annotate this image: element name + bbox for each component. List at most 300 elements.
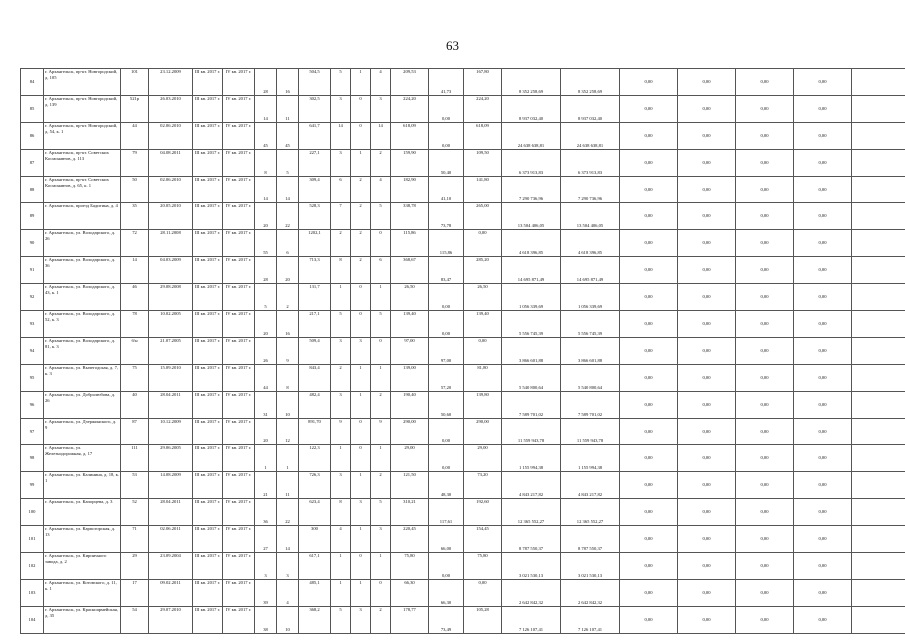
cell-cost-region: 0,00 — [620, 445, 678, 472]
cell-area-private: 0,00 — [429, 311, 464, 338]
cell-address: г. Архангельск, пр-кт. Новгородский, д. 105 — [44, 69, 121, 96]
cell-cost-other: 0,00 — [736, 257, 794, 284]
cell-building-area: 122,3 — [299, 445, 331, 472]
table-row — [21, 472, 905, 499]
cell-planned-start-quarter: III кв. 2017 г. — [193, 284, 223, 311]
cell-empty — [852, 203, 905, 230]
cell-building-area: 617,1 — [299, 553, 331, 580]
cell-rooms-municipal: 2 — [371, 149, 391, 176]
cell-document-date: 29.08.2008 — [149, 284, 193, 311]
cell-area-municipal: 192,60 — [464, 499, 502, 526]
table-row — [21, 203, 905, 230]
cell-cost-other: 0,00 — [736, 203, 794, 230]
cell-document-date: 04.03.2009 — [149, 257, 193, 284]
cell-cost-extra: 0,00 — [794, 203, 852, 230]
cell-row-number: 98 — [21, 445, 44, 472]
cell-rooms-municipal: 9 — [371, 418, 391, 445]
cell-relocated-count: 3 — [277, 553, 299, 580]
cell-cost-extra: 0,00 — [794, 579, 852, 606]
cell-empty — [852, 176, 905, 203]
cell-cost-total: 6 373 913,83 — [502, 149, 561, 176]
cell-cost-extra: 0,00 — [794, 176, 852, 203]
cell-cost-city: 0,00 — [678, 579, 736, 606]
cell-area-municipal: 29,00 — [464, 445, 502, 472]
cell-area-private: 41,10 — [429, 176, 464, 203]
cell-row-number: 95 — [21, 364, 44, 391]
cell-planned-start-quarter: III кв. 2017 г. — [193, 311, 223, 338]
cell-residents-count: 39 — [255, 579, 277, 606]
cell-area-municipal: 265,00 — [464, 203, 502, 230]
cell-area-private: 57,20 — [429, 364, 464, 391]
cell-cost-region: 0,00 — [620, 69, 678, 96]
cell-cost-extra: 0,00 — [794, 364, 852, 391]
cell-area-municipal: 139,80 — [464, 391, 502, 418]
cell-cost-region: 0,00 — [620, 230, 678, 257]
cell-cost-total: 13 504 406,05 — [502, 203, 561, 230]
cell-cost-fund: 11 559 943,78 — [561, 418, 620, 445]
cell-planned-start-quarter: III кв. 2017 г. — [193, 337, 223, 364]
cell-rooms-municipal: 4 — [371, 176, 391, 203]
cell-residents-count: 20 — [255, 418, 277, 445]
cell-building-area: 309,4 — [299, 176, 331, 203]
cell-cost-city: 0,00 — [678, 337, 736, 364]
cell-planned-start-quarter: III кв. 2017 г. — [193, 606, 223, 633]
cell-document-number: 52 — [121, 499, 149, 526]
table-row — [21, 284, 905, 311]
cell-planned-start-quarter: III кв. 2017 г. — [193, 149, 223, 176]
cell-area-municipal: 0,00 — [464, 337, 502, 364]
cell-cost-region: 0,00 — [620, 364, 678, 391]
cell-residents-count: 27 — [255, 526, 277, 553]
cell-rooms-private: 2 — [351, 176, 371, 203]
cell-cost-city: 0,00 — [678, 95, 736, 122]
cell-relocated-count: 6 — [277, 230, 299, 257]
cell-area-municipal: 224,20 — [464, 95, 502, 122]
cell-residents-count: 8 — [255, 149, 277, 176]
cell-rooms-total: 1 — [331, 553, 351, 580]
cell-residents-count: 36 — [255, 499, 277, 526]
cell-row-number: 102 — [21, 553, 44, 580]
cell-planned-start-quarter: III кв. 2017 г. — [193, 553, 223, 580]
cell-residents-count: 38 — [255, 606, 277, 633]
cell-document-date: 23.09.2004 — [149, 553, 193, 580]
cell-cost-total: 4 618 396,85 — [502, 230, 561, 257]
cell-area-municipal: 75,80 — [464, 553, 502, 580]
cell-rooms-total: 5 — [331, 69, 351, 96]
cell-cost-extra: 0,00 — [794, 230, 852, 257]
cell-relocated-count: 14 — [277, 526, 299, 553]
cell-area-municipal: 141,80 — [464, 176, 502, 203]
cell-document-date: 15.09.2010 — [149, 364, 193, 391]
cell-residents-count: 28 — [255, 257, 277, 284]
cell-building-area: 485,1 — [299, 579, 331, 606]
cell-rooms-private: 1 — [351, 579, 371, 606]
cell-rooms-municipal: 2 — [371, 391, 391, 418]
cell-rooms-private: 0 — [351, 553, 371, 580]
cell-document-number: 111 — [121, 445, 149, 472]
cell-building-area: 528,3 — [299, 203, 331, 230]
cell-planned-end-quarter: IV кв. 2017 г. — [223, 311, 255, 338]
cell-area-total: 368,67 — [391, 257, 429, 284]
cell-cost-city: 0,00 — [678, 606, 736, 633]
cell-document-date: 20.05.2010 — [149, 203, 193, 230]
cell-document-date: 21.07.2005 — [149, 337, 193, 364]
cell-rooms-total: 2 — [331, 364, 351, 391]
cell-relocated-count: 8 — [277, 364, 299, 391]
cell-address: г. Архангельск, ул. Кирпичного завода, д. 2 — [44, 553, 121, 580]
cell-residents-count: 20 — [255, 203, 277, 230]
cell-cost-other: 0,00 — [736, 176, 794, 203]
cell-area-private: 66,30 — [429, 579, 464, 606]
cell-planned-start-quarter: III кв. 2017 г. — [193, 230, 223, 257]
cell-document-date: 28.11.2008 — [149, 230, 193, 257]
cell-cost-region: 0,00 — [620, 203, 678, 230]
cell-building-area: 1202,1 — [299, 230, 331, 257]
cell-cost-total: 8 352 258,69 — [502, 69, 561, 96]
cell-rooms-total: 1 — [331, 445, 351, 472]
cell-cost-region: 0,00 — [620, 311, 678, 338]
cell-rooms-total: 8 — [331, 257, 351, 284]
table-row — [21, 526, 905, 553]
cell-planned-end-quarter: IV кв. 2017 г. — [223, 284, 255, 311]
cell-planned-start-quarter: III кв. 2017 г. — [193, 95, 223, 122]
cell-residents-count: 14 — [255, 95, 277, 122]
cell-rooms-total: 8 — [331, 499, 351, 526]
cell-rooms-municipal: 1 — [371, 553, 391, 580]
cell-rooms-municipal: 0 — [371, 230, 391, 257]
cell-planned-start-quarter: III кв. 2017 г. — [193, 472, 223, 499]
cell-cost-city: 0,00 — [678, 122, 736, 149]
cell-building-area: 227,1 — [299, 149, 331, 176]
cell-empty — [852, 553, 905, 580]
cell-area-private: 97,00 — [429, 337, 464, 364]
cell-area-private: 73,78 — [429, 203, 464, 230]
cell-residents-count: 14 — [255, 176, 277, 203]
cell-area-private: 0,00 — [429, 284, 464, 311]
cell-cost-city: 0,00 — [678, 203, 736, 230]
cell-cost-total: 11 559 943,78 — [502, 418, 561, 445]
cell-cost-city: 0,00 — [678, 364, 736, 391]
cell-planned-start-quarter: III кв. 2017 г. — [193, 203, 223, 230]
cell-address: г. Архангельск, ул. Володарского, д. 52, к. 3 — [44, 311, 121, 338]
cell-empty — [852, 391, 905, 418]
cell-row-number: 88 — [21, 176, 44, 203]
cell-cost-fund: 12 365 552,27 — [561, 499, 620, 526]
cell-cost-extra: 0,00 — [794, 122, 852, 149]
cell-row-number: 86 — [21, 122, 44, 149]
cell-relocated-count: 16 — [277, 311, 299, 338]
cell-cost-city: 0,00 — [678, 472, 736, 499]
cell-row-number: 93 — [21, 311, 44, 338]
cell-rooms-private: 2 — [351, 257, 371, 284]
table-row — [21, 95, 905, 122]
cell-document-date: 26.03.2010 — [149, 95, 193, 122]
cell-residents-count: 31 — [255, 391, 277, 418]
cell-rooms-private: 2 — [351, 203, 371, 230]
cell-cost-other: 0,00 — [736, 472, 794, 499]
cell-area-total: 209,53 — [391, 69, 429, 96]
table-row — [21, 579, 905, 606]
table-row — [21, 176, 905, 203]
cell-document-number: 40 — [121, 391, 149, 418]
cell-relocated-count: 10 — [277, 606, 299, 633]
cell-cost-total: 4 843 217,82 — [502, 472, 561, 499]
cell-rooms-private: 0 — [351, 445, 371, 472]
cell-row-number: 101 — [21, 526, 44, 553]
table-row — [21, 445, 905, 472]
cell-document-date: 04.08.2011 — [149, 149, 193, 176]
cell-building-area: 504,5 — [299, 69, 331, 96]
cell-empty — [852, 445, 905, 472]
cell-rooms-municipal: 3 — [371, 526, 391, 553]
cell-planned-end-quarter: IV кв. 2017 г. — [223, 95, 255, 122]
cell-address: г. Архангельск, ул. Железнодорожная, д. 17 — [44, 445, 121, 472]
cell-row-number: 89 — [21, 203, 44, 230]
cell-document-date: 10.12.2009 — [149, 418, 193, 445]
cell-cost-extra: 0,00 — [794, 445, 852, 472]
cell-area-total: 290,00 — [391, 418, 429, 445]
cell-cost-fund: 6 373 913,83 — [561, 149, 620, 176]
cell-cost-extra: 0,00 — [794, 284, 852, 311]
cell-rooms-total: 2 — [331, 230, 351, 257]
cell-empty — [852, 606, 905, 633]
cell-document-number: 101 — [121, 69, 149, 96]
cell-planned-end-quarter: IV кв. 2017 г. — [223, 337, 255, 364]
cell-cost-total: 8 787 550,37 — [502, 526, 561, 553]
cell-address: г. Архангельск, пр-кт. Новгородский, д. 139 — [44, 95, 121, 122]
cell-document-number: б/н — [121, 337, 149, 364]
cell-area-private: 48,30 — [429, 472, 464, 499]
cell-empty — [852, 257, 905, 284]
cell-area-total: 26,50 — [391, 284, 429, 311]
table-row — [21, 499, 905, 526]
cell-cost-fund: 5 540 800,64 — [561, 364, 620, 391]
cell-relocated-count: 9 — [277, 337, 299, 364]
cell-area-municipal: 105,28 — [464, 606, 502, 633]
cell-address: г. Архангельск, ул. Калинина, д. 18, к. 1 — [44, 472, 121, 499]
cell-relocated-count: 1 — [277, 445, 299, 472]
cell-area-total: 310,21 — [391, 499, 429, 526]
cell-rooms-municipal: 0 — [371, 579, 391, 606]
cell-planned-start-quarter: III кв. 2017 г. — [193, 526, 223, 553]
cell-area-total: 182,90 — [391, 176, 429, 203]
cell-cost-extra: 0,00 — [794, 257, 852, 284]
table-row — [21, 391, 905, 418]
cell-area-total: 159,90 — [391, 149, 429, 176]
cell-cost-other: 0,00 — [736, 553, 794, 580]
cell-rooms-municipal: 5 — [371, 499, 391, 526]
cell-area-private: 0,00 — [429, 95, 464, 122]
cell-cost-total: 14 695 871,49 — [502, 257, 561, 284]
cell-planned-start-quarter: III кв. 2017 г. — [193, 579, 223, 606]
cell-empty — [852, 418, 905, 445]
cell-row-number: 99 — [21, 472, 44, 499]
table-row — [21, 257, 905, 284]
cell-planned-start-quarter: III кв. 2017 г. — [193, 445, 223, 472]
cell-area-municipal: 618,09 — [464, 122, 502, 149]
cell-empty — [852, 526, 905, 553]
cell-address: г. Архангельск, ул. Красноармейская, д. 35 — [44, 606, 121, 633]
cell-planned-end-quarter: IV кв. 2017 г. — [223, 149, 255, 176]
cell-rooms-private: 0 — [351, 95, 371, 122]
cell-cost-other: 0,00 — [736, 95, 794, 122]
cell-rooms-total: 5 — [331, 606, 351, 633]
cell-cost-region: 0,00 — [620, 579, 678, 606]
resettlement-register-table — [20, 68, 905, 634]
cell-area-private: 41,73 — [429, 69, 464, 96]
cell-rooms-total: 3 — [331, 149, 351, 176]
cell-rooms-municipal: 2 — [371, 472, 391, 499]
cell-document-date: 29.07.2010 — [149, 606, 193, 633]
cell-address: г. Архангельск, ул. Володарского, д. 43, к. 1 — [44, 284, 121, 311]
cell-planned-end-quarter: IV кв. 2017 г. — [223, 122, 255, 149]
cell-address: г. Архангельск, ул. Котовского, д. 11, к. 1 — [44, 579, 121, 606]
cell-address: г. Архангельск, ул. Вычегодская, д. 7, к. 3 — [44, 364, 121, 391]
cell-address: г. Архангельск, ул. Дзержинского, д. 9 — [44, 418, 121, 445]
cell-rooms-total: 3 — [331, 472, 351, 499]
cell-building-area: 891,70 — [299, 418, 331, 445]
cell-residents-count: 26 — [255, 337, 277, 364]
cell-planned-end-quarter: IV кв. 2017 г. — [223, 176, 255, 203]
cell-document-number: 44 — [121, 122, 149, 149]
cell-rooms-total: 4 — [331, 526, 351, 553]
cell-building-area: 131,7 — [299, 284, 331, 311]
cell-empty — [852, 579, 905, 606]
cell-rooms-total: 7 — [331, 203, 351, 230]
cell-rooms-private: 1 — [351, 69, 371, 96]
cell-area-private: 0,00 — [429, 418, 464, 445]
cell-cost-other: 0,00 — [736, 445, 794, 472]
cell-rooms-total: 1 — [331, 579, 351, 606]
cell-cost-other: 0,00 — [736, 122, 794, 149]
cell-cost-total: 7 126 107,41 — [502, 606, 561, 633]
cell-rooms-total: 3 — [331, 391, 351, 418]
cell-area-total: 139,40 — [391, 311, 429, 338]
cell-rooms-total: 6 — [331, 176, 351, 203]
cell-address: г. Архангельск, проезд Бадигина, д. 4 — [44, 203, 121, 230]
table-row — [21, 606, 905, 633]
cell-cost-city: 0,00 — [678, 230, 736, 257]
cell-document-number: 87 — [121, 418, 149, 445]
page-number: 63 — [446, 38, 459, 53]
cell-cost-city: 0,00 — [678, 311, 736, 338]
table-row — [21, 553, 905, 580]
cell-area-private: 115,86 — [429, 230, 464, 257]
cell-cost-city: 0,00 — [678, 526, 736, 553]
cell-building-area: 302,5 — [299, 95, 331, 122]
cell-row-number: 92 — [21, 284, 44, 311]
table-row — [21, 418, 905, 445]
cell-relocated-count: 16 — [277, 69, 299, 96]
cell-rooms-total: 9 — [331, 418, 351, 445]
cell-area-total: 75,80 — [391, 553, 429, 580]
cell-cost-region: 0,00 — [620, 391, 678, 418]
cell-planned-start-quarter: III кв. 2017 г. — [193, 364, 223, 391]
cell-document-number: 78 — [121, 311, 149, 338]
cell-cost-extra: 0,00 — [794, 553, 852, 580]
cell-row-number: 96 — [21, 391, 44, 418]
table-row — [21, 149, 905, 176]
cell-cost-city: 0,00 — [678, 284, 736, 311]
cell-relocated-count: 2 — [277, 284, 299, 311]
cell-cost-extra: 0,00 — [794, 95, 852, 122]
cell-row-number: 97 — [21, 418, 44, 445]
cell-document-date: 09.02.2011 — [149, 579, 193, 606]
cell-empty — [852, 230, 905, 257]
cell-empty — [852, 499, 905, 526]
cell-area-municipal: 154,45 — [464, 526, 502, 553]
cell-cost-extra: 0,00 — [794, 606, 852, 633]
cell-cost-fund: 8 787 550,37 — [561, 526, 620, 553]
cell-residents-count: 28 — [255, 69, 277, 96]
cell-rooms-private: 0 — [351, 311, 371, 338]
cell-cost-fund: 4 618 396,85 — [561, 230, 620, 257]
cell-empty — [852, 311, 905, 338]
cell-planned-end-quarter: IV кв. 2017 г. — [223, 203, 255, 230]
cell-rooms-municipal: 3 — [371, 95, 391, 122]
cell-cost-fund: 7 589 701,02 — [561, 391, 620, 418]
cell-relocated-count: 12 — [277, 418, 299, 445]
cell-rooms-private: 0 — [351, 284, 371, 311]
cell-cost-total: 3 021 530,13 — [502, 553, 561, 580]
cell-cost-other: 0,00 — [736, 364, 794, 391]
cell-cost-city: 0,00 — [678, 499, 736, 526]
cell-rooms-municipal: 6 — [371, 257, 391, 284]
cell-rooms-private: 1 — [351, 526, 371, 553]
cell-document-number: 50 — [121, 176, 149, 203]
cell-relocated-count: 22 — [277, 203, 299, 230]
cell-cost-other: 0,00 — [736, 284, 794, 311]
cell-rooms-municipal: 2 — [371, 606, 391, 633]
cell-cost-other: 0,00 — [736, 337, 794, 364]
cell-row-number: 84 — [21, 69, 44, 96]
cell-row-number: 104 — [21, 606, 44, 633]
cell-document-number: 17 — [121, 579, 149, 606]
cell-planned-start-quarter: III кв. 2017 г. — [193, 418, 223, 445]
cell-cost-fund: 8 937 032,40 — [561, 95, 620, 122]
cell-building-area: 843,4 — [299, 364, 331, 391]
cell-rooms-municipal: 14 — [371, 122, 391, 149]
cell-address: г. Архангельск, ул. Капорцева, д. 3 — [44, 499, 121, 526]
cell-planned-end-quarter: IV кв. 2017 г. — [223, 526, 255, 553]
cell-document-number: 29 — [121, 553, 149, 580]
cell-cost-city: 0,00 — [678, 391, 736, 418]
cell-planned-end-quarter: IV кв. 2017 г. — [223, 69, 255, 96]
cell-relocated-count: 5 — [277, 149, 299, 176]
cell-document-number: 79 — [121, 149, 149, 176]
cell-cost-fund: 7 290 736,96 — [561, 176, 620, 203]
cell-building-area: 509,4 — [299, 337, 331, 364]
cell-rooms-municipal: 5 — [371, 203, 391, 230]
cell-empty — [852, 284, 905, 311]
cell-cost-region: 0,00 — [620, 122, 678, 149]
cell-planned-start-quarter: III кв. 2017 г. — [193, 122, 223, 149]
cell-building-area: 300 — [299, 526, 331, 553]
cell-document-number: 71 — [121, 526, 149, 553]
cell-cost-region: 0,00 — [620, 606, 678, 633]
table-row — [21, 337, 905, 364]
cell-area-municipal: 26,50 — [464, 284, 502, 311]
cell-cost-total: 7 589 701,02 — [502, 391, 561, 418]
cell-document-date: 02.06.2011 — [149, 526, 193, 553]
cell-cost-fund: 8 352 258,69 — [561, 69, 620, 96]
cell-area-total: 338,78 — [391, 203, 429, 230]
cell-empty — [852, 149, 905, 176]
cell-cost-total: 8 937 032,40 — [502, 95, 561, 122]
cell-row-number: 91 — [21, 257, 44, 284]
cell-cost-fund: 14 695 871,49 — [561, 257, 620, 284]
cell-document-number: 75 — [121, 364, 149, 391]
